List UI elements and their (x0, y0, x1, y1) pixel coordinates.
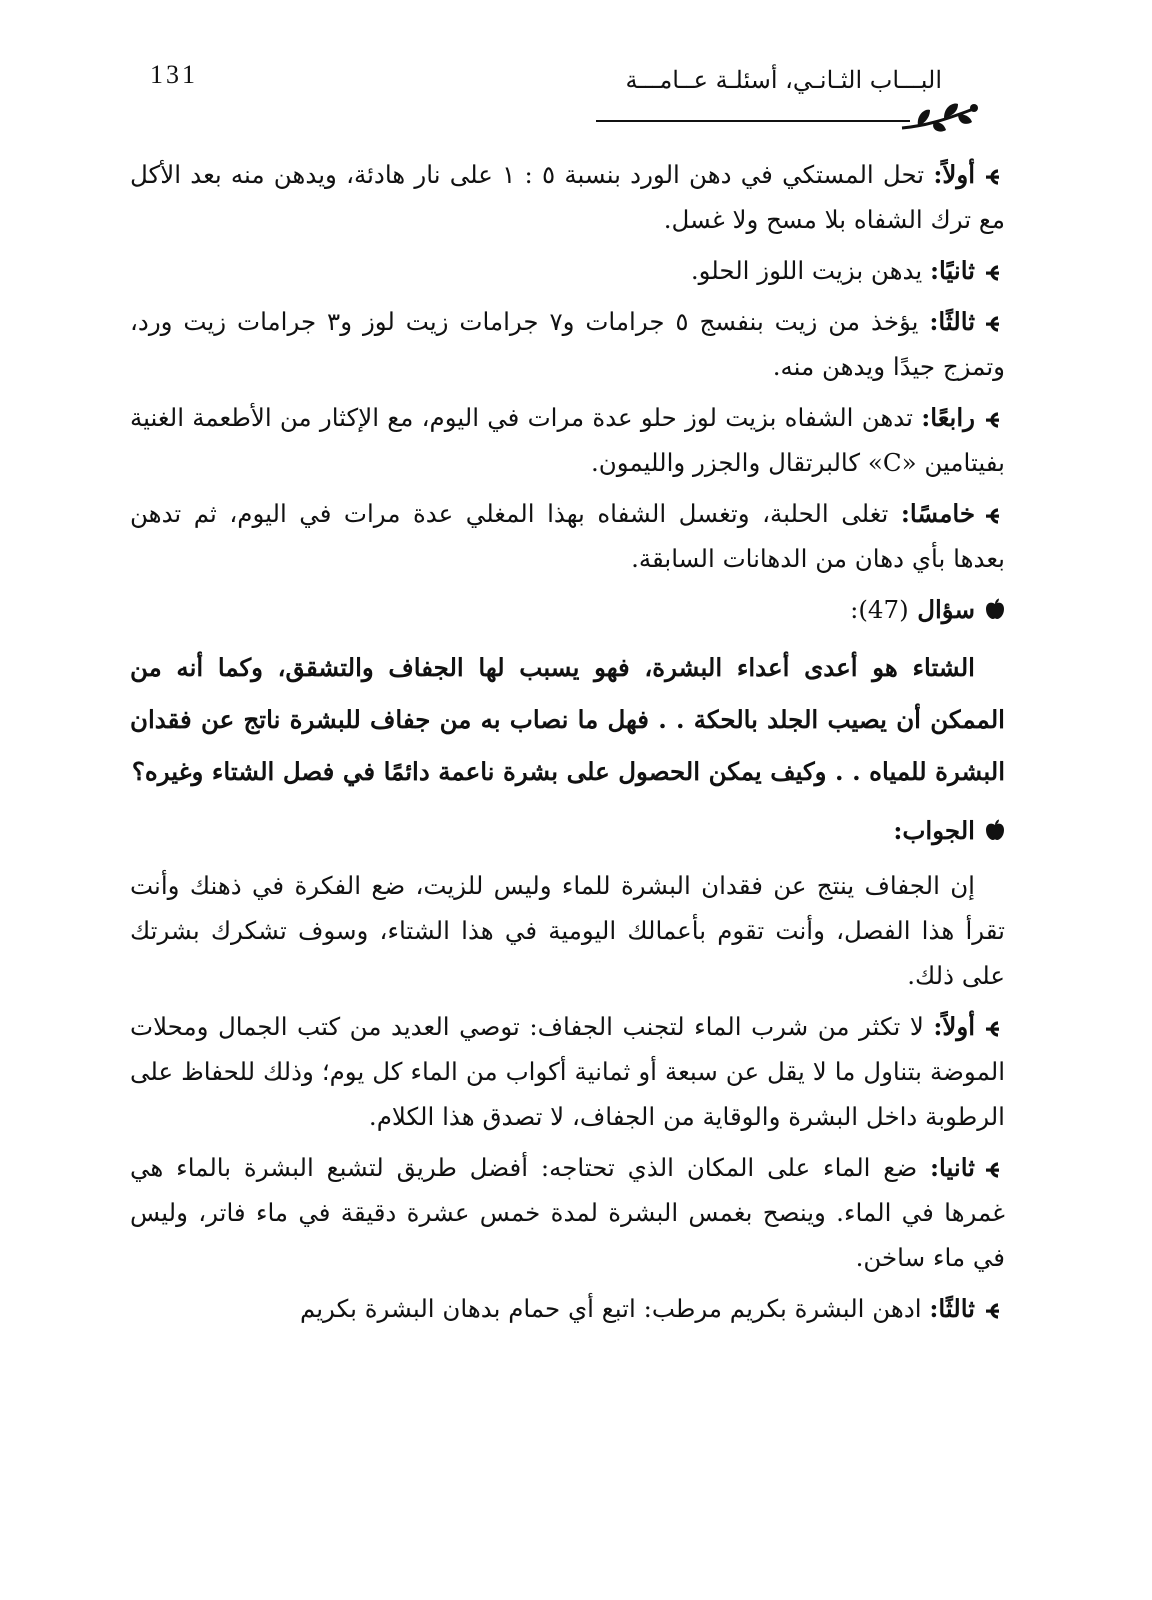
item-text: تغلى الحلبة، وتغسل الشفاه بهذا المغلي عدة مرات في اليوم، ثم تدهن بعدها بأي دهان من الدهانات السابقة. (130, 499, 1005, 573)
item-text: ضع الماء على المكان الذي تحتاجه: أفضل طريق لتشبع البشرة بالماء هي غمرها في الماء. وينصح بغمس البشرة لمدة خمس عشرة دقيقة في ماء فاتر، وليس في ماء ساخن. (130, 1153, 1005, 1272)
apple-icon (983, 598, 1005, 620)
hooked-arrow-bullet-icon (981, 1162, 1005, 1178)
item-text: تحل المستكي في دهن الورد بنسبة ٥ : ١ على نار هادئة، ويدهن منه بعد الأكل مع ترك الشفاه بلا مسح ولا غسل. (130, 160, 1005, 234)
item-text: تدهن الشفاه بزيت لوز حلو عدة مرات في اليوم، مع الإكثار من الأطعمة الغنية بفيتامين «C» كالبرتقال والجزر والليمون. (130, 403, 1005, 477)
page-number: 131 (150, 60, 198, 89)
question-heading (130, 587, 1005, 632)
item-text: لا تكثر من شرب الماء لتجنب الجفاف: توصي العديد من كتب الجمال ومحلات الموضة بتناول ما لا يقل عن سبعة أو ثمانية أكواب من الماء كل يوم؛ وذلك للحفاظ على الرطوبة داخل البشرة والوقاية من الجفاف، لا تصدق هذا الكلام. (130, 1012, 1005, 1131)
item-text: يؤخذ من زيت بنفسج ٥ جرامات و٧ جرامات زيت لوز و٣ جرامات زيت ورد، وتمزج جيدًا ويدهن منه. (130, 307, 1005, 381)
item-label: ثالثًا: (929, 1294, 975, 1323)
item-label: ثانيًا: (929, 256, 975, 285)
hooked-arrow-bullet-icon (981, 316, 1005, 332)
answer-intro: إن الجفاف ينتج عن فقدان البشرة للماء وليس للزيت، ضع الفكرة في ذهنك وأنت تقرأ هذا الفصل، وأنت تقوم بأعمالك اليومية في هذا الشتاء، وسوف تشكرك بشرتك على ذلك. (130, 871, 1005, 990)
answer-label: الجواب: (893, 816, 975, 845)
list-item (130, 299, 1005, 389)
list-item (130, 1004, 1005, 1139)
answer-heading (130, 808, 1005, 853)
item-text: يدهن بزيت اللوز الحلو. (690, 256, 923, 285)
hooked-arrow-bullet-icon (981, 1021, 1005, 1037)
list-item (130, 152, 1005, 242)
item-label: ثالثًا: (929, 307, 976, 336)
header-rule (596, 120, 910, 122)
item-label: خامسًا: (900, 499, 975, 528)
item-label: رابعًا: (921, 403, 975, 432)
list-item (130, 1145, 1005, 1280)
list-item (130, 491, 1005, 581)
hooked-arrow-bullet-icon (981, 412, 1005, 428)
item-text: ادهن البشرة بكريم مرطب: اتبع أي حمام بدهان البشرة بكريم (299, 1294, 922, 1323)
question-number: (47): (850, 595, 909, 624)
leaf-branch-ornament-icon (900, 100, 980, 136)
main-text (130, 152, 1005, 1337)
hooked-arrow-bullet-icon (981, 508, 1005, 524)
hooked-arrow-bullet-icon (981, 169, 1005, 185)
list-item (130, 395, 1005, 485)
list-item (130, 248, 1005, 293)
item-label: ثانيا: (930, 1153, 976, 1182)
list-item (130, 1286, 1005, 1331)
hooked-arrow-bullet-icon (981, 1303, 1005, 1319)
question-label: سؤال (917, 595, 975, 624)
item-label: أولاً: (933, 160, 975, 189)
apple-icon (983, 819, 1005, 841)
running-title: البـــاب الثـانـي، أسئلـة عــامـــة (625, 66, 942, 94)
question-text: الشتاء هو أعدى أعداء البشرة، فهو يسبب لها الجفاف والتشقق، وكما أنه من الممكن أن يصيب الجلد بالحكة . . فهل ما نصاب به من جفاف للبشرة ناتج عن فقدان البشرة للمياه . . وكيف يمكن الحصول على بشرة ناعمة دائمًا في فصل الشتاء وغيره؟ (130, 653, 1005, 786)
item-label: أولاً: (933, 1012, 975, 1041)
hooked-arrow-bullet-icon (981, 265, 1005, 281)
